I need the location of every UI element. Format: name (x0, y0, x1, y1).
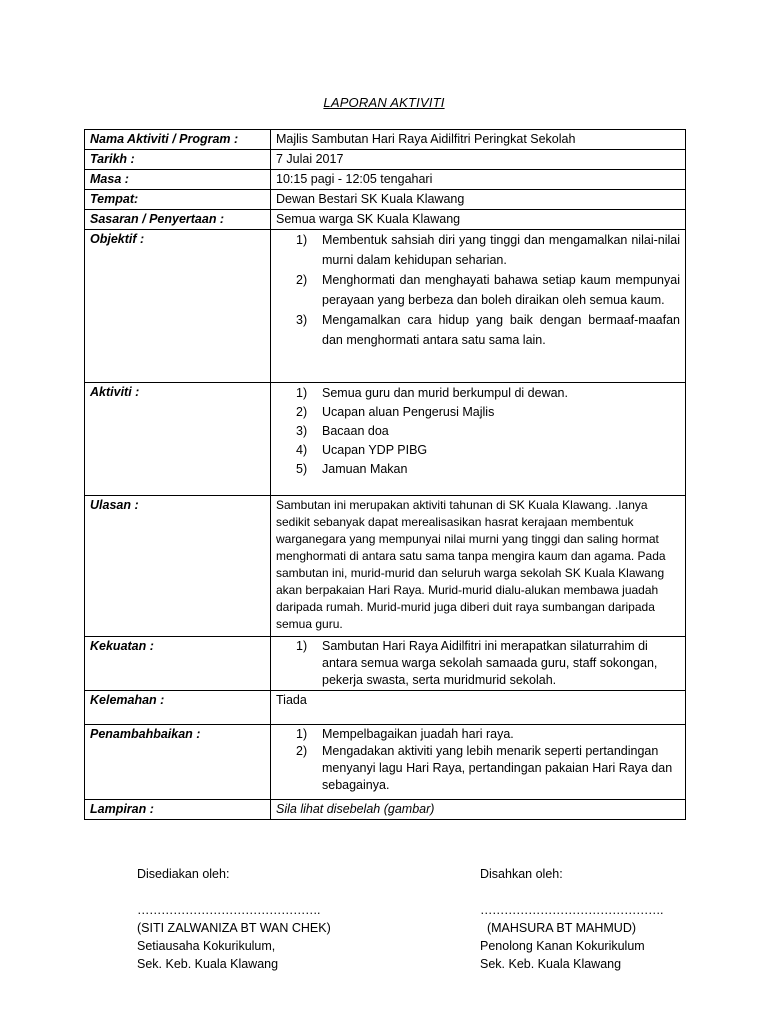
item-text: Ucapan aluan Pengerusi Majlis (322, 405, 495, 419)
item-number: 1) (296, 233, 308, 247)
value-ulasan: Sambutan ini merupakan aktiviti tahunan di SK Kuala Klawang. .Ianya sedikit sebanyak dapat merealisasikan hasrat kerajaan membentuk warganegara yang mempunyai nilai murni yang tinggi dan saling hormat menghormati di antara satu sama tanpa mengira kaum dan agama. Pada sambutan ini, murid-murid dan seluruh warga sekolah SK Kuala Klawang akan berpakaian Hari Raya. Murid-murid dialu-alukan membawa juadah daripada rumah. Murid-murid juga diberi duit raya sumbangan daripada semua guru. (271, 496, 686, 637)
list-item (296, 460, 680, 479)
row-ulasan (85, 496, 686, 637)
value-masa: 10:15 pagi - 12:05 tengahari (271, 170, 686, 190)
value-kekuatan (271, 637, 686, 691)
value-kelemahan: Tiada (271, 691, 686, 725)
row-objektif (85, 230, 686, 383)
label-lampiran: Lampiran : (85, 800, 271, 820)
row-nama (85, 130, 686, 150)
list-item (296, 726, 680, 743)
label-tempat: Tempat: (85, 190, 271, 210)
value-objektif (271, 230, 686, 383)
item-text: Menghormati dan menghayati bahawa setiap kaum mempunyai perayaan yang berbeza dan boleh diraikan oleh semua kaum. (322, 273, 680, 307)
row-kekuatan (85, 637, 686, 691)
item-number: 2) (296, 405, 308, 419)
signature-heading: Disediakan oleh: (137, 867, 230, 881)
label-objektif: Objektif : (85, 230, 271, 383)
value-tarikh: 7 Julai 2017 (271, 150, 686, 170)
item-text: Sambutan Hari Raya Aidilfitri ini merapatkan silaturrahim di antara semua warga sekolah samaada guru, staff sokongan, pekerja swasta, serta muridmurid sekolah. (322, 639, 658, 687)
label-penambahbaikan: Penambahbaikan : (85, 725, 271, 800)
label-kelemahan: Kelemahan : (85, 691, 271, 725)
item-text: Semua guru dan murid berkumpul di dewan. (322, 386, 568, 400)
row-aktiviti (85, 383, 686, 496)
list-item (296, 384, 680, 403)
report-table (84, 129, 686, 820)
signature-name: (MAHSURA BT MAHMUD) (480, 921, 637, 935)
item-text: Ucapan YDP PIBG (322, 443, 428, 457)
signature-position: Penolong Kanan Kokurikulum (480, 939, 645, 953)
list-item (296, 638, 680, 689)
item-number: 3) (296, 313, 308, 327)
value-lampiran: Sila lihat disebelah (gambar) (271, 800, 686, 820)
signature-left (137, 865, 331, 973)
kekuatan-list (276, 638, 680, 689)
value-sasaran: Semua warga SK Kuala Klawang (271, 210, 686, 230)
penambahbaikan-list (276, 726, 680, 794)
report-title: LAPORAN AKTIVITI (323, 95, 445, 110)
row-tarikh (85, 150, 686, 170)
item-text: Mengamalkan cara hidup yang baik dengan bermaaf-maafan dan menghormati antara satu sama lain. (322, 313, 680, 347)
value-penambahbaikan (271, 725, 686, 800)
row-penambahbaikan (85, 725, 686, 800)
row-masa (85, 170, 686, 190)
signature-right (480, 865, 663, 973)
aktiviti-list (276, 384, 680, 479)
item-text: Mengadakan aktiviti yang lebih menarik seperti pertandingan menyanyi lagu Hari Raya, pertandingan pakaian Hari Raya dan sebagainya. (322, 744, 673, 792)
list-item (296, 231, 680, 270)
label-tarikh: Tarikh : (85, 150, 271, 170)
item-number: 1) (296, 386, 308, 400)
signature-name: (SITI ZALWANIZA BT WAN CHEK) (137, 921, 331, 935)
label-ulasan: Ulasan : (85, 496, 271, 637)
signature-school: Sek. Keb. Kuala Klawang (480, 957, 622, 971)
value-aktiviti (271, 383, 686, 496)
label-nama: Nama Aktiviti / Program : (85, 130, 271, 150)
item-number: 2) (296, 744, 308, 758)
list-item (296, 311, 680, 350)
label-kekuatan: Kekuatan : (85, 637, 271, 691)
value-tempat: Dewan Bestari SK Kuala Klawang (271, 190, 686, 210)
list-item (296, 422, 680, 441)
value-nama: Majlis Sambutan Hari Raya Aidilfitri Peringkat Sekolah (271, 130, 686, 150)
list-item (296, 441, 680, 460)
signature-line: ………………………………………. (137, 903, 320, 917)
label-sasaran: Sasaran / Penyertaan : (85, 210, 271, 230)
list-item (296, 271, 680, 310)
label-masa: Masa : (85, 170, 271, 190)
row-tempat (85, 190, 686, 210)
item-text: Mempelbagaikan juadah hari raya. (322, 727, 514, 741)
item-number: 3) (296, 424, 308, 438)
signature-school: Sek. Keb. Kuala Klawang (137, 957, 279, 971)
list-item (296, 403, 680, 422)
row-kelemahan (85, 691, 686, 725)
label-aktiviti: Aktiviti : (85, 383, 271, 496)
objektif-list (276, 231, 680, 350)
item-number: 1) (296, 639, 308, 653)
signature-line: ………………………………………. (480, 903, 663, 917)
item-number: 5) (296, 462, 308, 476)
item-text: Bacaan doa (322, 424, 389, 438)
signature-heading: Disahkan oleh: (480, 867, 563, 881)
row-sasaran (85, 210, 686, 230)
item-number: 2) (296, 273, 308, 287)
list-item (296, 743, 680, 794)
signature-position: Setiausaha Kokurikulum, (137, 939, 276, 953)
item-text: Jamuan Makan (322, 462, 408, 476)
item-number: 1) (296, 727, 308, 741)
item-number: 4) (296, 443, 308, 457)
row-lampiran (85, 800, 686, 820)
item-text: Membentuk sahsiah diri yang tinggi dan mengamalkan nilai-nilai murni dalam kehidupan seharian. (322, 233, 680, 267)
